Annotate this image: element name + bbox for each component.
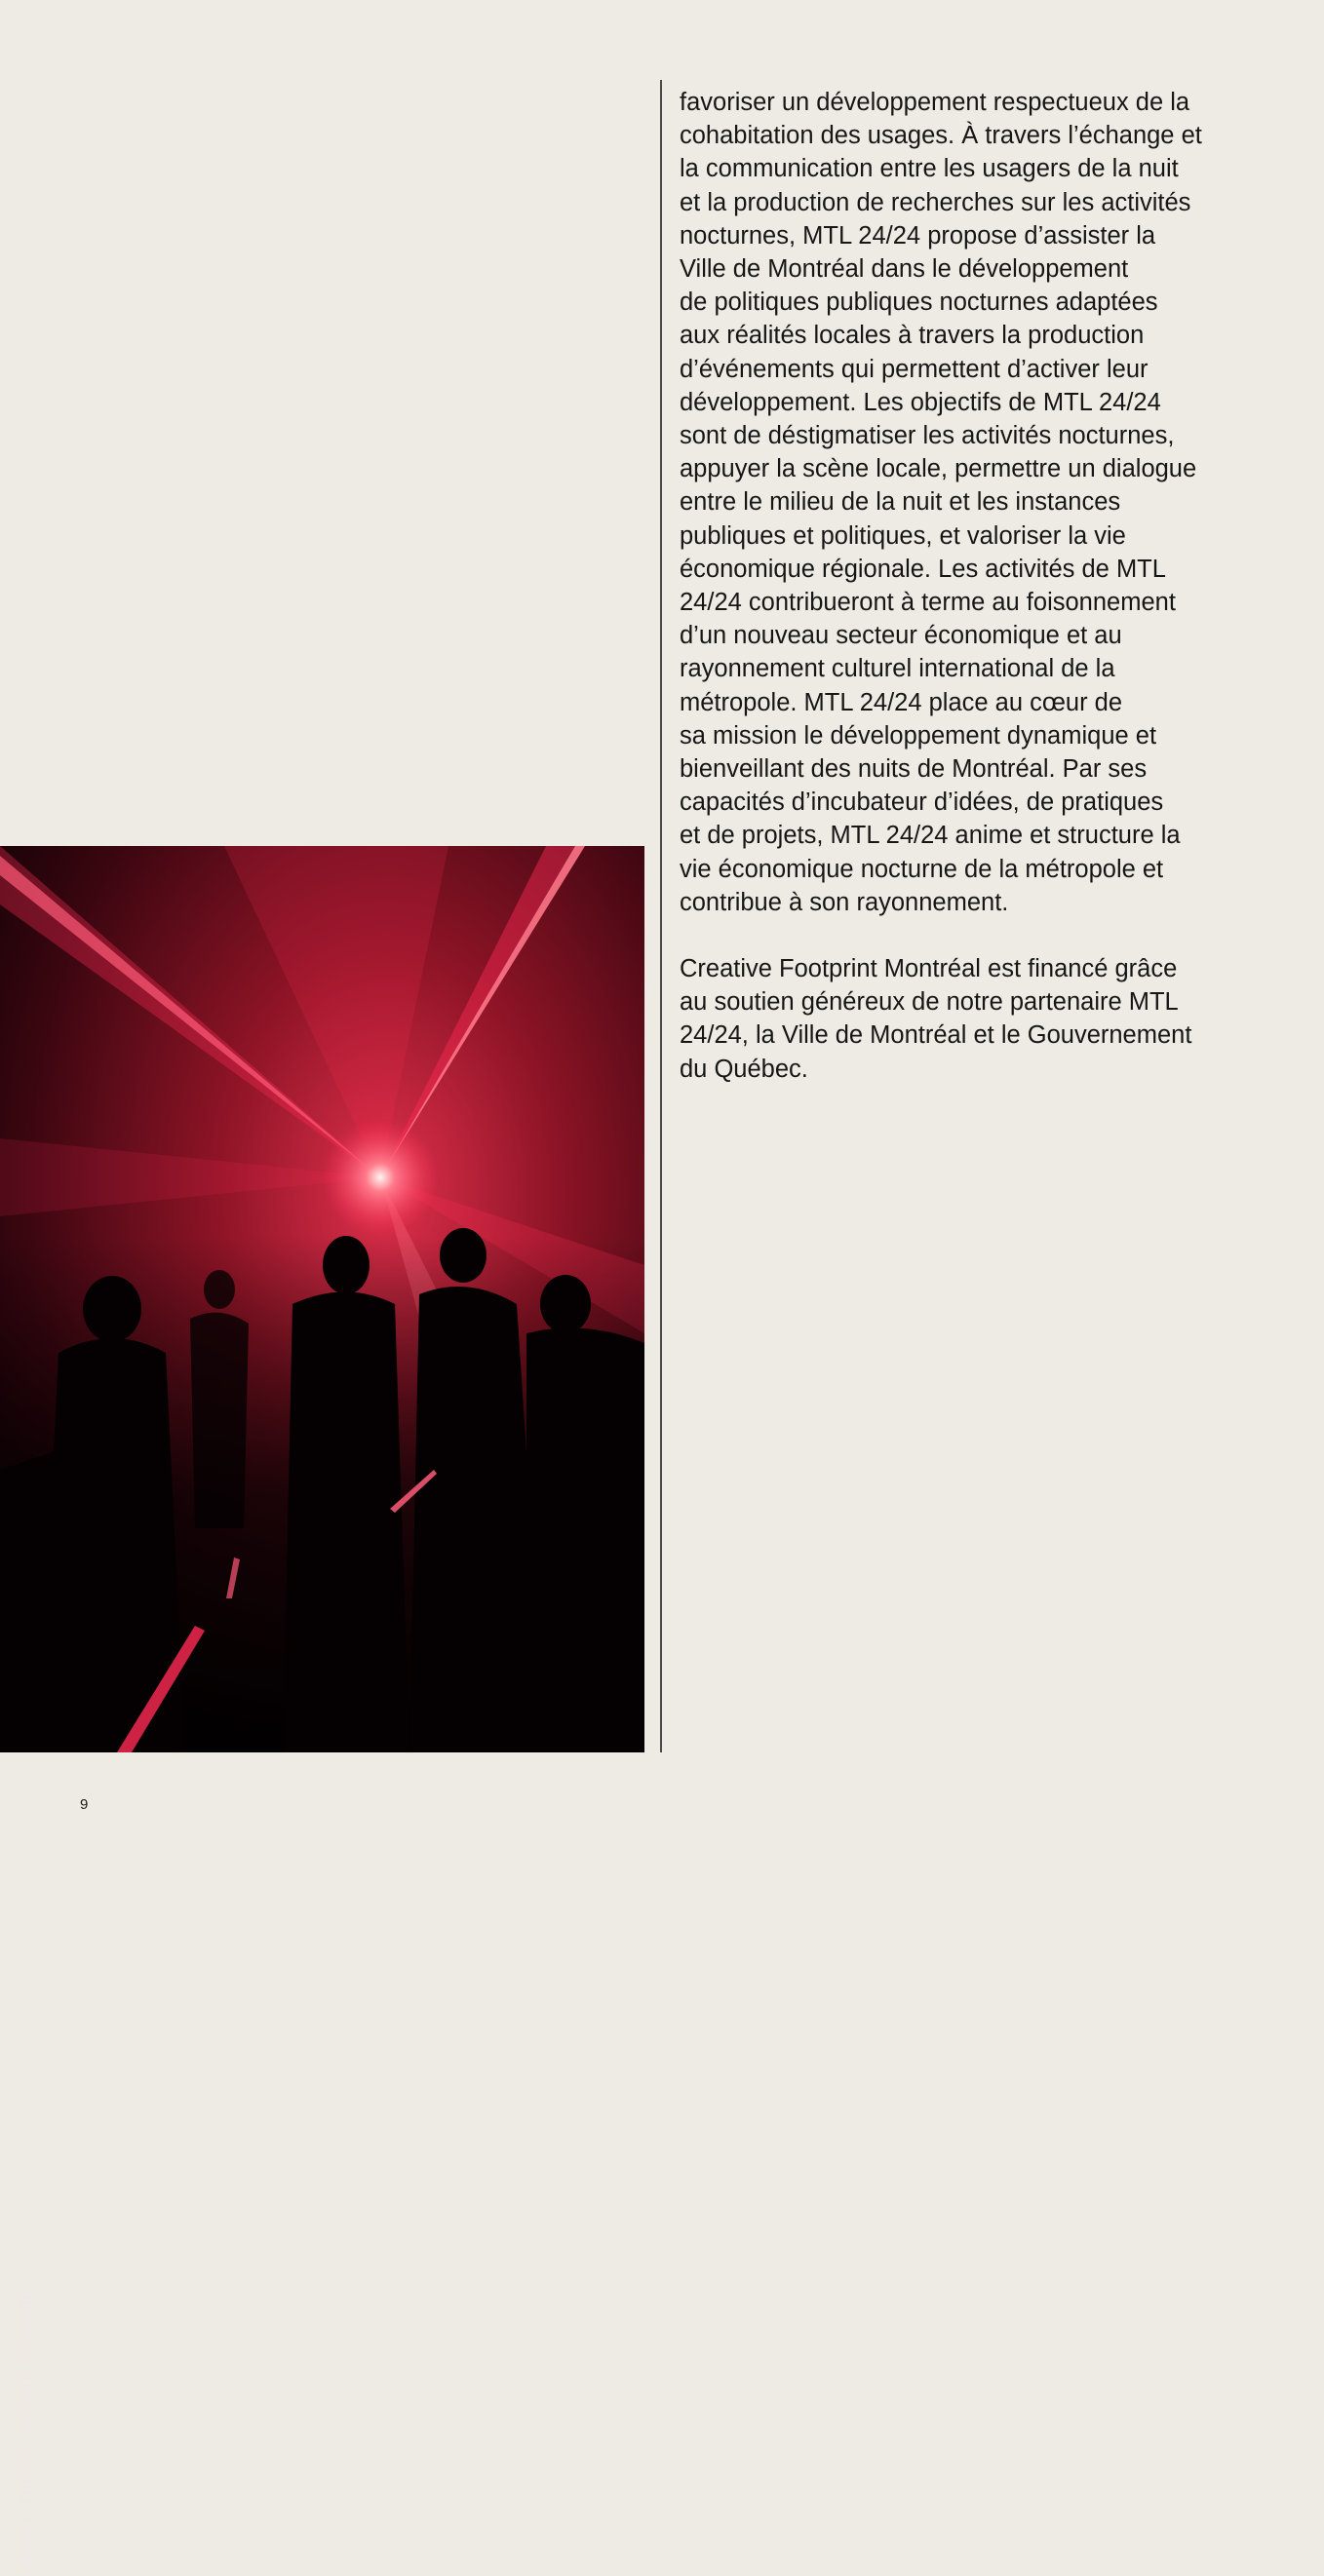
- body-text-column: [680, 86, 1265, 1086]
- body-paragraph: Creative Footprint Montréal est financé grâce au soutien généreux de notre partenaire MTL 24/24, la Ville de Montréal et le Gouvernement du Québec.: [680, 955, 1192, 1083]
- crowd-silhouettes: [0, 1228, 644, 1752]
- column-divider: [660, 80, 662, 1752]
- concert-photo: [0, 846, 644, 2576]
- page-number: 9: [80, 1796, 89, 1813]
- photo-credit: CRÉDIT PHOTO: VIVIEN GAUMAND: [18, 2288, 35, 2576]
- body-paragraph: favoriser un développement respectueux de la cohabitation des usages. À travers l’échange et la communication entre les usagers de la nuit et la production de recherches sur les activités nocturnes, MTL 24/24 propose d’assister la Ville de Montréal dans le développement de politiques publiques nocturnes adaptées aux réalités locales à travers la production d’événements qui permettent d’activer leur développement. Les objectifs de MTL 24/24 sont de déstigmatiser les activités nocturnes, appuyer la scène locale, permettre un dialogue entre le milieu de la nuit et les instances publiques et politiques, et valoriser la vie économique régionale. Les activités de MTL 24/24 contribueront à terme au foisonnement d’un nouveau secteur économique et au rayonnement culturel international de la métropole. MTL 24/24 place au cœur de sa mission le développement dynamique et bienveillant des nuits de Montréal. Par ses capacités d’incubateur d’idées, de pratiques et de projets, MTL 24/24 anime et structure la vie économique nocturne de la métropole et contribue à son rayonnement.: [680, 89, 1202, 916]
- laser-source-flare: [322, 1119, 439, 1236]
- laser-crowd-illustration: [0, 846, 644, 1752]
